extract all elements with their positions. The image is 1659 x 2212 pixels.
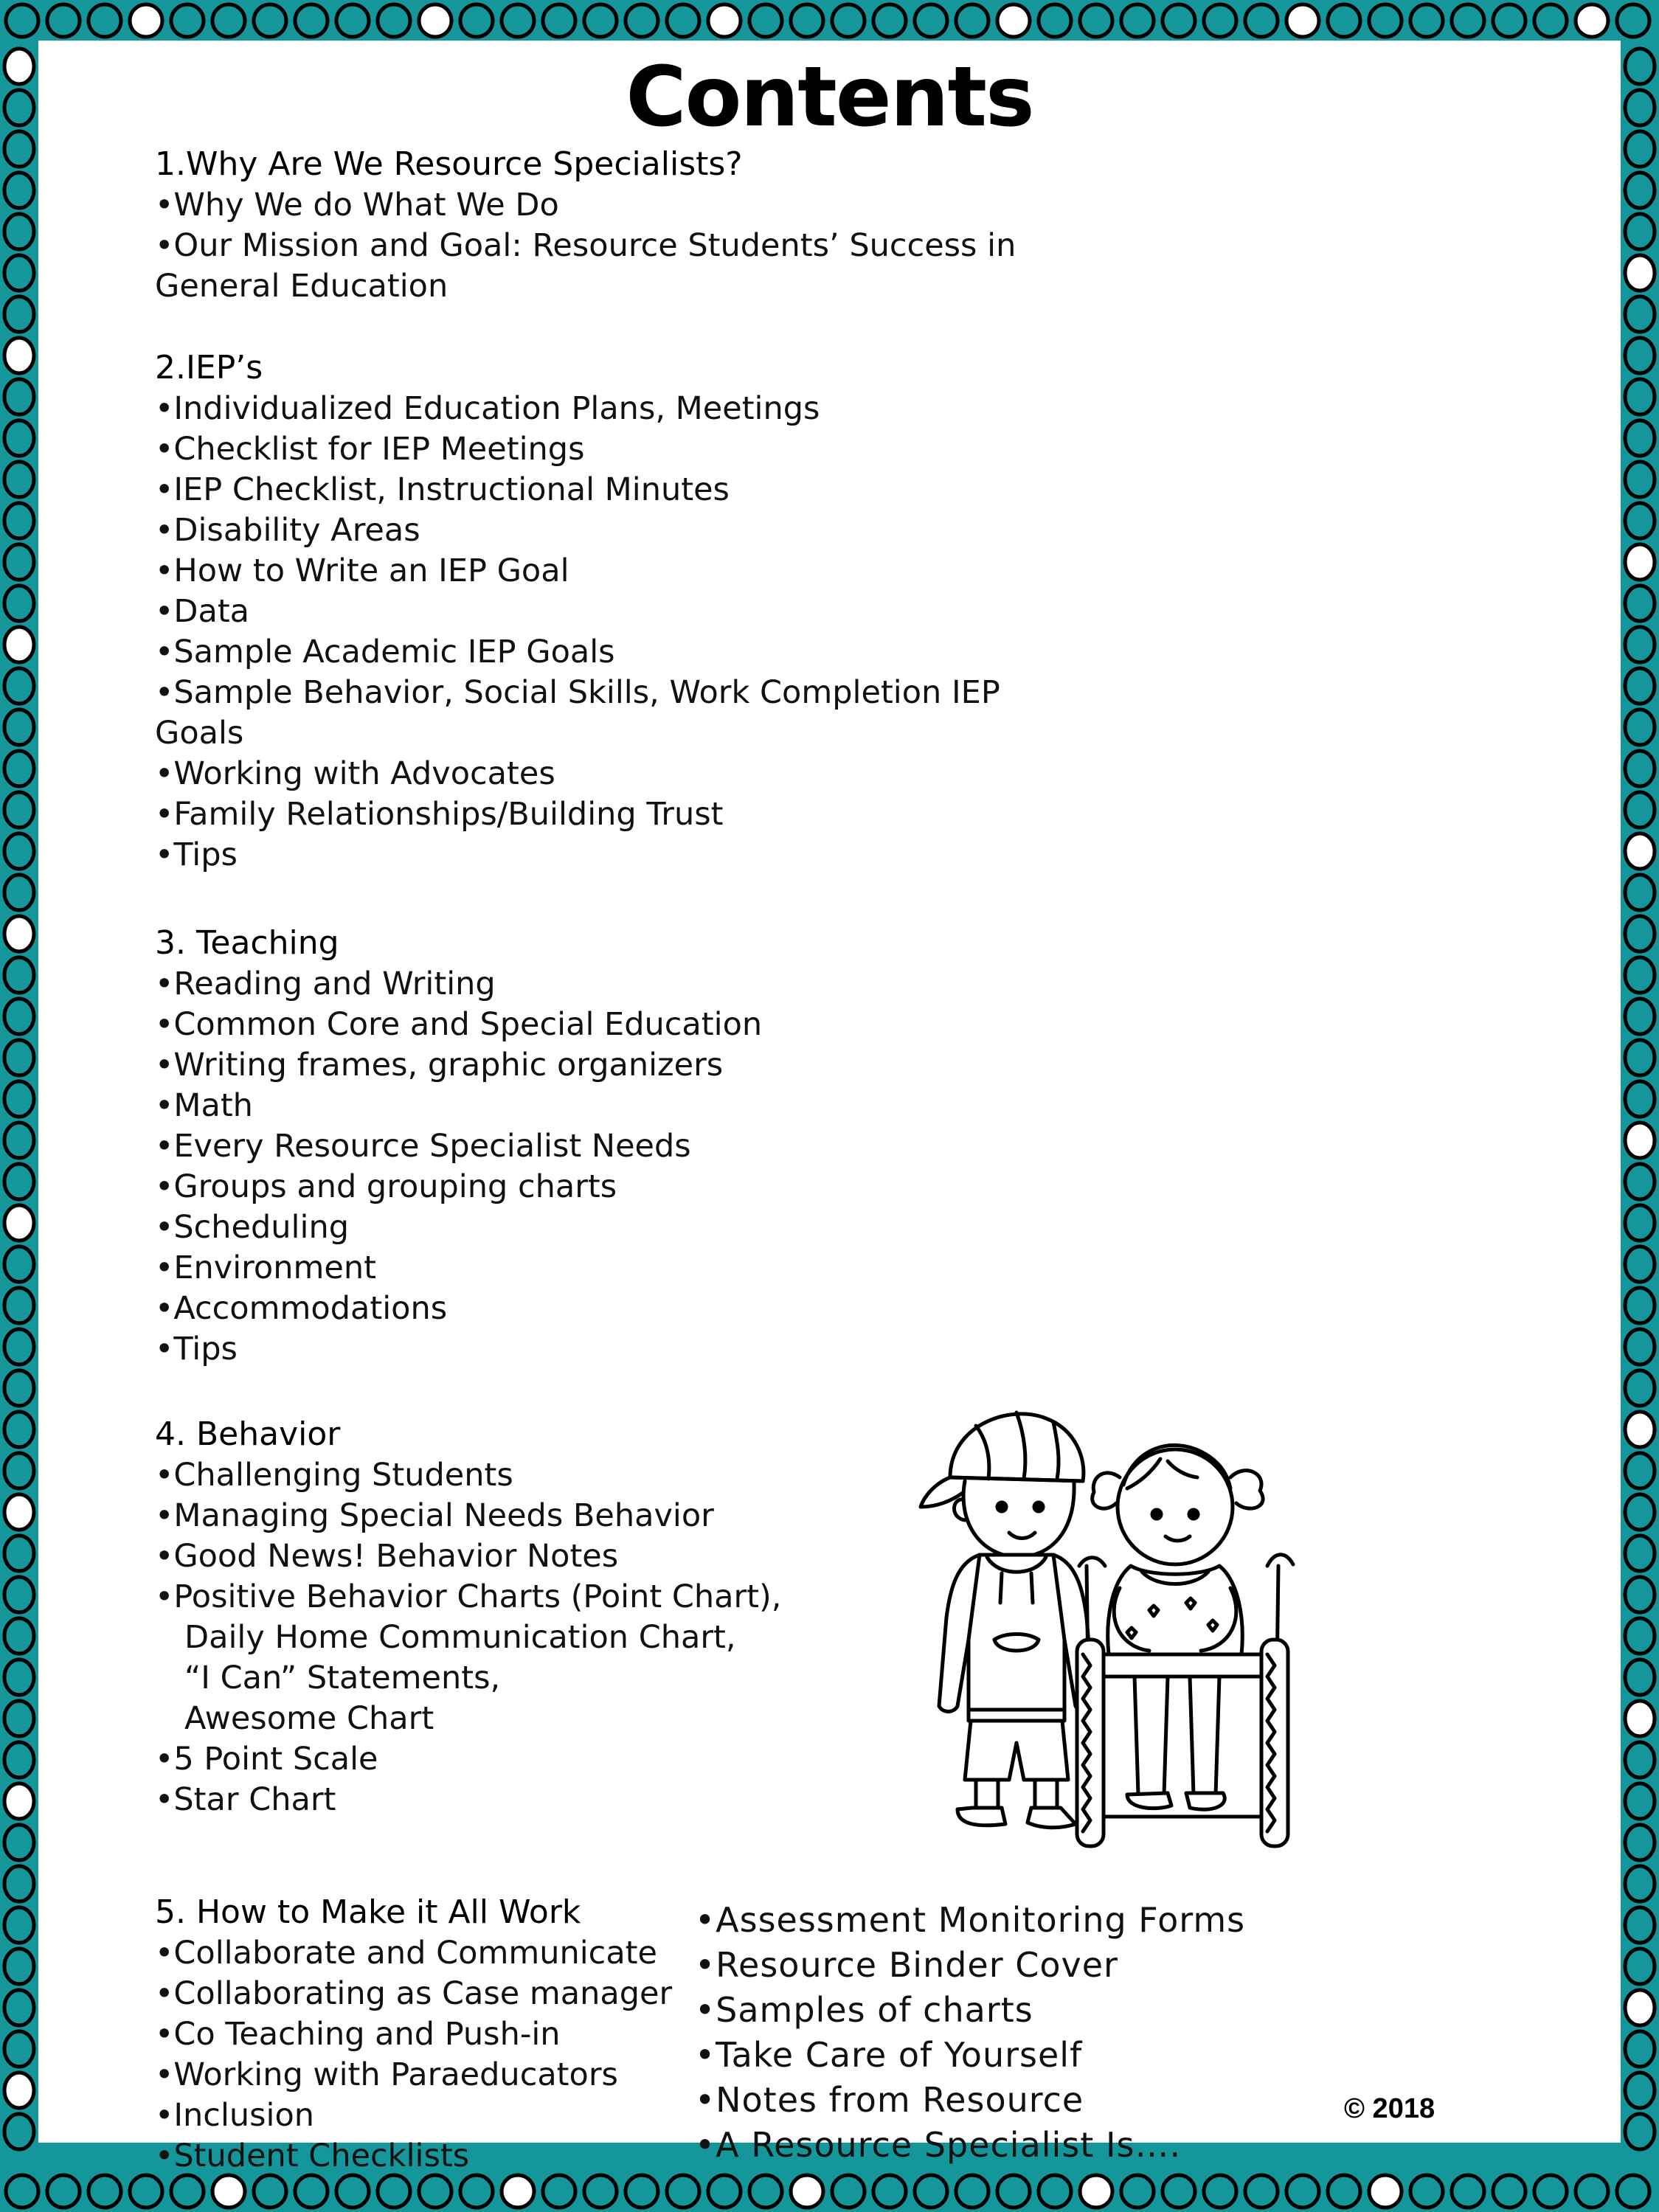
border-loop (4, 1329, 34, 1365)
border-loop (1080, 2175, 1112, 2208)
border-loop (4, 379, 34, 415)
border-loop (4, 627, 34, 662)
border-loop (378, 4, 410, 37)
list-item: •Our Mission and Goal: Resource Students’ Success in (155, 227, 1016, 264)
list-item: Goals (155, 715, 244, 752)
border-loop (1625, 1660, 1655, 1695)
border-loop (873, 4, 906, 37)
border-loop (502, 4, 534, 37)
border-loop (1625, 338, 1655, 373)
border-loop (1625, 1205, 1655, 1241)
border-loop (4, 214, 34, 249)
border-loop (4, 1494, 34, 1530)
list-item: “I Can” Statements, (184, 1660, 501, 1696)
section-why-resource (155, 144, 1016, 307)
border-loop (626, 4, 658, 37)
border-loop (1625, 586, 1655, 621)
border-loop (1625, 420, 1655, 456)
border-loop (1625, 2114, 1655, 2149)
border-loop (1452, 4, 1484, 37)
border-loop (1204, 2175, 1236, 2208)
list-item: •Resource Binder Cover (695, 1945, 1118, 1985)
border-loop (130, 2175, 162, 2208)
border-loop (1625, 1907, 1655, 1943)
border-loop (543, 4, 575, 37)
border-loop (171, 2175, 204, 2208)
border-loop (1452, 2175, 1484, 2208)
border-loop (4, 297, 34, 332)
border-loop (4, 999, 34, 1034)
border-loop (1625, 875, 1655, 910)
list-item: •Groups and grouping charts (155, 1168, 617, 1205)
border-loop (626, 2175, 658, 2208)
border-loop (1328, 4, 1360, 37)
list-item: •Sample Behavior, Social Skills, Work Completion IEP (155, 674, 1000, 711)
border-loop (1625, 627, 1655, 662)
border-loop (4, 1618, 34, 1654)
border-loop (667, 4, 699, 37)
list-item: •Why We do What We Do (155, 187, 559, 223)
border-loop (1625, 710, 1655, 745)
list-item: •Notes from Resource (695, 2080, 1084, 2120)
border-loop (543, 2175, 575, 2208)
border-loop (1625, 792, 1655, 828)
border-loop (4, 1247, 34, 1282)
border-loop (4, 1577, 34, 1612)
list-item: •Co Teaching and Push-in (155, 2016, 561, 2053)
border-loop (295, 4, 328, 37)
border-loop (378, 2175, 410, 2208)
border-loop (1039, 2175, 1071, 2208)
list-item: •Student Checklists (155, 2138, 470, 2174)
border-loop (4, 2073, 34, 2108)
border-loop (419, 2175, 451, 2208)
section-ieps (155, 347, 1000, 876)
section-behavior (155, 1414, 781, 1820)
list-item: •Accommodations (155, 1290, 448, 1327)
border-loop (1625, 1866, 1655, 1901)
section-heading: 3. Teaching (155, 924, 339, 962)
border-loop (1625, 173, 1655, 208)
list-item: •Collaborating as Case manager (155, 1975, 673, 2012)
border-loop (1576, 2175, 1608, 2208)
border-loop (1625, 379, 1655, 415)
list-item: •Disability Areas (155, 512, 420, 549)
list-item: •Every Resource Specialist Needs (155, 1128, 691, 1165)
border-loop (1625, 1164, 1655, 1199)
border-loop (791, 4, 823, 37)
border-loop (4, 1701, 34, 1736)
border-loop (4, 173, 34, 208)
border-loop (1080, 4, 1112, 37)
border-loop (708, 4, 741, 37)
border-loop (4, 503, 34, 538)
list-item: •Challenging Students (155, 1457, 513, 1494)
border-loop (6, 2175, 38, 2208)
border-loop (1625, 1123, 1655, 1158)
list-item: •Individualized Education Plans, Meetings (155, 390, 820, 427)
list-item: •A Resource Specialist Is…. (695, 2125, 1182, 2165)
border-loop (460, 2175, 493, 2208)
border-loop (4, 2114, 34, 2149)
border-loop (1286, 4, 1319, 37)
border-loop (4, 1164, 34, 1199)
border-loop (1617, 4, 1649, 37)
border-loop (1039, 4, 1071, 37)
border-loop (1625, 1701, 1655, 1736)
border-loop (1625, 1247, 1655, 1282)
border-loop (502, 2175, 534, 2208)
border-loop (4, 1990, 34, 2025)
border-loop (1625, 1742, 1655, 1778)
section-heading: 2.IEP’s (155, 349, 263, 386)
list-item: Daily Home Communication Chart, (184, 1619, 736, 1656)
border-loop (4, 1370, 34, 1406)
border-loop (1625, 255, 1655, 291)
border-loop (47, 4, 80, 37)
border-loop (997, 2175, 1030, 2208)
list-item: •Data (155, 593, 250, 630)
border-loop (584, 2175, 617, 2208)
border-loop (915, 2175, 947, 2208)
border-loop (4, 1205, 34, 1241)
list-item: •Samples of charts (695, 1990, 1033, 2030)
list-item: •Managing Special Needs Behavior (155, 1497, 714, 1534)
border-loop (1163, 2175, 1195, 2208)
border-loop (4, 1742, 34, 1778)
border-loop (4, 751, 34, 786)
section-heading: 4. Behavior (155, 1415, 341, 1453)
border-loop (4, 1288, 34, 1323)
border-loop (873, 2175, 906, 2208)
border-loop (419, 4, 451, 37)
list-item: •Common Core and Special Education (155, 1006, 763, 1043)
border-loop (212, 2175, 245, 2208)
border-loop (1625, 1536, 1655, 1571)
list-item: •Take Care of Yourself (695, 2035, 1083, 2075)
border-loop (791, 2175, 823, 2208)
border-loop (915, 4, 947, 37)
border-loop (708, 2175, 741, 2208)
border-loop (1625, 1040, 1655, 1075)
border-loop (1369, 2175, 1402, 2208)
border-loop (4, 1040, 34, 1075)
list-item: •Working with Advocates (155, 755, 555, 792)
border-loop (1286, 2175, 1319, 2208)
list-item: •Math (155, 1087, 253, 1124)
border-loop (832, 2175, 865, 2208)
border-loop (4, 49, 34, 84)
border-loop (956, 4, 988, 37)
border-loop (1493, 2175, 1525, 2208)
border-loop (1625, 1990, 1655, 2025)
border-loop (1625, 833, 1655, 869)
border-loop (1625, 462, 1655, 497)
border-loop (4, 1123, 34, 1158)
border-loop (4, 255, 34, 291)
border-loop (4, 1453, 34, 1488)
border-loop (4, 462, 34, 497)
border-loop (1625, 1453, 1655, 1488)
kids-wheelchair-clipart (906, 1396, 1348, 1854)
list-item: •Scheduling (155, 1209, 349, 1246)
list-item: •Collaborate and Communicate (155, 1935, 657, 1972)
border-loop (4, 1412, 34, 1447)
border-loop (4, 1949, 34, 1984)
border-loop (1625, 503, 1655, 538)
border-loop (1625, 214, 1655, 249)
list-item: •IEP Checklist, Instructional Minutes (155, 471, 730, 508)
border-loop (4, 875, 34, 910)
border-loop (1617, 2175, 1649, 2208)
section-make-it-work-column-2 (695, 1898, 1245, 2168)
border-loop (1121, 4, 1154, 37)
border-loop (130, 4, 162, 37)
border-loop (4, 1825, 34, 1860)
border-loop (336, 2175, 369, 2208)
list-item: •Assessment Monitoring Forms (695, 1900, 1246, 1940)
border-loop (1625, 1081, 1655, 1117)
border-loop (667, 2175, 699, 2208)
border-loop (4, 710, 34, 745)
border-loop (89, 2175, 121, 2208)
border-loop (1625, 1288, 1655, 1323)
border-loop (47, 2175, 80, 2208)
list-item: •Good News! Behavior Notes (155, 1538, 619, 1575)
border-loop (1625, 957, 1655, 993)
border-loop (1245, 2175, 1278, 2208)
border-loop (1625, 1412, 1655, 1447)
border-loop (4, 1660, 34, 1695)
border-loop (295, 2175, 328, 2208)
border-loop (1625, 1577, 1655, 1612)
border-loop (1625, 1825, 1655, 1860)
border-loop (1625, 2073, 1655, 2108)
border-loop (4, 586, 34, 621)
border-loop (832, 4, 865, 37)
section-heading: 5. How to Make it All Work (155, 1893, 581, 1931)
border-loop (1410, 4, 1443, 37)
border-loop (1625, 1949, 1655, 1984)
border-loop (4, 916, 34, 951)
list-item: •Environment (155, 1249, 376, 1286)
section-heading: 1.Why Are We Resource Specialists? (155, 145, 743, 183)
list-item: •Reading and Writing (155, 965, 496, 1002)
border-loop (1625, 2031, 1655, 2067)
border-loop (4, 90, 34, 125)
border-loop (1163, 4, 1195, 37)
border-loop (212, 4, 245, 37)
border-loop (460, 4, 493, 37)
list-item: •Inclusion (155, 2097, 315, 2134)
border-loop (1625, 1783, 1655, 1819)
border-loop (1625, 131, 1655, 167)
border-loop (4, 1536, 34, 1571)
border-loop (1625, 297, 1655, 332)
border-loop (584, 4, 617, 37)
border-loop (4, 957, 34, 993)
border-loop (1625, 999, 1655, 1034)
copyright-notice: © 2018 (1344, 2093, 1435, 2124)
border-loop (1625, 916, 1655, 951)
list-item: •Checklist for IEP Meetings (155, 431, 585, 468)
border-loop (4, 1866, 34, 1901)
border-loop (171, 4, 204, 37)
section-teaching (155, 923, 762, 1370)
border-loop (1576, 4, 1608, 37)
border-loop (254, 4, 286, 37)
border-loop (4, 1907, 34, 1943)
border-loop (4, 833, 34, 869)
border-loop (749, 4, 782, 37)
section-make-it-work (155, 1892, 672, 2177)
border-loop (1493, 4, 1525, 37)
border-loop (1625, 49, 1655, 84)
border-loop (1245, 4, 1278, 37)
list-item: •Tips (155, 1331, 238, 1367)
border-loop (1625, 751, 1655, 786)
border-loop (4, 338, 34, 373)
list-item: Awesome Chart (184, 1700, 434, 1737)
border-loop (4, 792, 34, 828)
border-loop (4, 1081, 34, 1117)
list-item: •Tips (155, 836, 238, 873)
border-loop (1534, 4, 1567, 37)
border-loop (1625, 1494, 1655, 1530)
border-loop (1534, 2175, 1567, 2208)
border-loop (1204, 4, 1236, 37)
list-item: General Education (155, 268, 448, 305)
border-loop (1369, 4, 1402, 37)
border-loop (1625, 668, 1655, 704)
border-loop (6, 4, 38, 37)
border-loop (1625, 1370, 1655, 1406)
contents-page (38, 41, 1621, 2174)
border-loop (4, 1783, 34, 1819)
border-loop (4, 2031, 34, 2067)
border-loop (1625, 1329, 1655, 1365)
border-loop (997, 4, 1030, 37)
border-loop (4, 668, 34, 704)
list-item: •Working with Paraeducators (155, 2056, 618, 2093)
border-loop (956, 2175, 988, 2208)
list-item: •Positive Behavior Charts (Point Chart), (155, 1578, 782, 1615)
border-loop (4, 544, 34, 580)
border-loop (1625, 90, 1655, 125)
list-item: •How to Write an IEP Goal (155, 552, 569, 589)
border-loop (1328, 2175, 1360, 2208)
list-item: •Star Chart (155, 1781, 336, 1818)
list-item: •5 Point Scale (155, 1741, 378, 1778)
border-loop (254, 2175, 286, 2208)
border-loop (4, 131, 34, 167)
border-loop (749, 2175, 782, 2208)
page-title: Contents (626, 49, 1033, 145)
border-loop (1410, 2175, 1443, 2208)
list-item: •Sample Academic IEP Goals (155, 634, 615, 670)
border-loop (4, 420, 34, 456)
border-loop (336, 4, 369, 37)
list-item: •Family Relationships/Building Trust (155, 796, 724, 833)
list-item: •Writing frames, graphic organizers (155, 1047, 724, 1084)
border-loop (1625, 544, 1655, 580)
border-loop (1625, 1618, 1655, 1654)
border-loop (1121, 2175, 1154, 2208)
border-loop (89, 4, 121, 37)
